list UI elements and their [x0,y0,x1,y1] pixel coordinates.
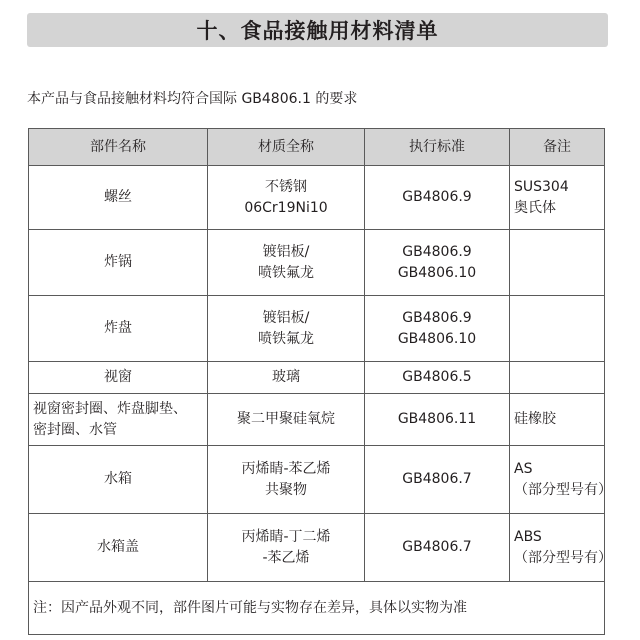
remarks-cell [510,166,605,230]
cell-line: 喷铁氟龙 [258,264,314,281]
standard-cell [365,296,510,362]
header-standard: 执行标准 [365,129,510,166]
cell-line: GB4806.7 [402,471,472,487]
material-cell [208,166,365,230]
header-remarks: 备注 [510,129,605,166]
cell-line: 炸锅 [104,254,132,270]
material-cell [208,362,365,394]
cell-line: 玻璃 [272,369,300,385]
cell-line: 视窗 [104,369,132,385]
cell-line: SUS304 [514,178,569,195]
cell-line: GB4806.10 [397,264,477,281]
part-cell [29,166,208,230]
standard-cell [365,514,510,582]
intro-text: 本产品与食品接触材料均符合国际 GB4806.1 的要求 [27,91,358,107]
part-cell [29,296,208,362]
cell-line: 不锈钢 [265,178,307,195]
part-cell [29,230,208,296]
cell-line: （部分型号有） [514,481,612,498]
section-title: 十、食品接触用材料清单 [27,13,608,47]
cell-line: 硅橡胶 [514,411,556,427]
table-row [29,514,605,582]
standard-cell [365,230,510,296]
remarks-cell [510,296,605,362]
remarks-cell [510,230,605,296]
remarks-cell [510,514,612,582]
material-cell [208,230,365,296]
remarks-cell [510,362,605,394]
material-cell [208,296,365,362]
standard-cell [365,446,510,514]
cell-line: GB4806.10 [397,330,477,347]
table-row [29,362,605,394]
cell-line: GB4806.7 [402,539,472,555]
cell-line: 丙烯睛-丁二烯 [241,528,331,545]
part-cell [29,446,208,514]
cell-line: 06Cr19Ni10 [244,199,328,216]
cell-line: GB4806.11 [397,411,477,427]
table-row [29,166,605,230]
cell-line: 镀铝板/ [262,243,310,260]
standard-cell [365,394,510,446]
remarks-cell [510,446,612,514]
cell-line: AS [514,460,533,477]
cell-line: 共聚物 [265,481,307,498]
table-header-row [29,129,605,166]
cell-line: 视窗密封圈、炸盘脚垫、 [33,400,187,417]
cell-line: 螺丝 [104,189,132,205]
cell-line: 镀铝板/ [262,309,310,326]
cell-line: 喷铁氟龙 [258,330,314,347]
footnote: 注：因产品外观不同，部件图片可能与实物存在差异，具体以实物为准 [29,582,605,635]
table-row [29,296,605,362]
table-row [29,230,605,296]
cell-line: （部分型号有） [514,549,612,566]
materials-table [28,128,612,635]
cell-line: -苯乙烯 [262,549,310,566]
part-cell [29,514,208,582]
cell-line: ABS [514,528,542,545]
cell-line: GB4806.5 [402,369,472,385]
standard-cell [365,166,510,230]
part-cell [29,394,208,446]
cell-line: 奥氏体 [514,199,556,216]
cell-line: 丙烯睛-苯乙烯 [241,460,331,477]
remarks-cell [510,394,605,446]
cell-line: GB4806.9 [402,309,472,326]
footnote-row [29,582,605,635]
material-cell [208,446,365,514]
cell-line: GB4806.9 [402,189,472,205]
material-cell [208,514,365,582]
cell-line: 水箱 [104,471,132,487]
part-cell [29,362,208,394]
cell-line: 密封圈、水管 [33,421,117,438]
standard-cell [365,362,510,394]
cell-line: 炸盘 [104,320,132,336]
table-row [29,394,605,446]
table-row [29,446,605,514]
material-cell [208,394,365,446]
header-material-name: 材质全称 [208,129,365,166]
cell-line: GB4806.9 [402,243,472,260]
cell-line: 水箱盖 [97,539,139,555]
header-part-name: 部件名称 [29,129,208,166]
cell-line: 聚二甲聚硅氧烷 [237,411,335,427]
